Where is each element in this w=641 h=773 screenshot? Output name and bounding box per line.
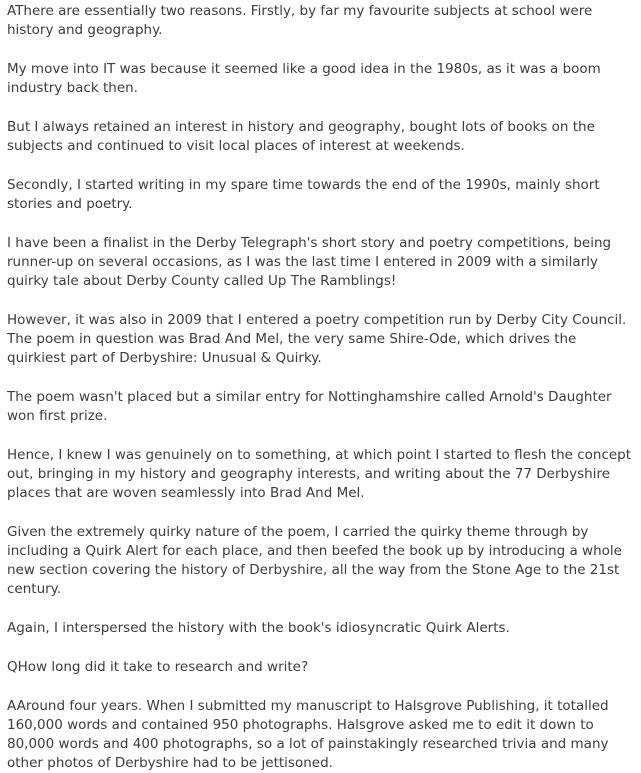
- paragraph-retained-interest: But I always retained an interest in history and geography, bought lots of books on the subjects and continued to visit local places of interest at weekends.: [7, 118, 595, 155]
- paragraph-concept: Hence, I knew I was genuinely on to something, at which point I started to flesh the concept out, bringing in my history and geography interests, and writing about the 77 Derbyshire places that are woven seamlessly into Brad And Mel.: [7, 446, 632, 502]
- paragraph-it-career: My move into IT was because it seemed like a good idea in the 1980s, as it was a boom industry back then.: [7, 60, 601, 97]
- paragraph-poetry-competition: However, it was also in 2009 that I entered a poetry competition run by Derby City Council. The poem in question was Brad And Mel, the very same Shire-Ode, which drives the quirkiest part of Derbyshire: Unusual & Quirky.: [7, 311, 627, 367]
- answer-paragraph-reasons: AThere are essentially two reasons. Firstly, by far my favourite subjects at school were history and geography.: [7, 3, 593, 39]
- paragraph-poem-not-placed: The poem wasn't placed but a similar entry for Nottinghamshire called Arnold's Daughter won first prize.: [7, 388, 612, 425]
- paragraph-telegraph-finalist: I have been a finalist in the Derby Telegraph's short story and poetry competitions, being runner-up on several occasions, as I was the last time I entered in 2009 with a similarly quirky tale about Derby County called Up The Ramblings!: [7, 234, 612, 290]
- paragraph-writing-start: Secondly, I started writing in my spare time towards the end of the 1990s, mainly short stories and poetry.: [7, 176, 600, 212]
- paragraph-quirk-alerts: Given the extremely quirky nature of the poem, I carried the quirky theme through by including a Quirk Alert for each place, and then beefed the book up by introducing a whole new section covering the history of Derbyshire, all the way from the Stone Age to the 21st century.: [7, 523, 622, 598]
- answer-paragraph-four-years: AAround four years. When I submitted my manuscript to Halsgrove Publishing, it totalled 160,000 words and contained 950 photographs. Halsgrove asked me to edit it down to 80,000 words and 400 photographs, so a lot of painstakingly researched trivia and many other photos of Derbyshire had to be jettisoned.: [7, 697, 609, 772]
- paragraph-interspersed-history: Again, I interspersed the history with the book's idiosyncratic Quirk Alerts.: [7, 620, 510, 637]
- question-paragraph-duration: QHow long did it take to research and write?: [7, 658, 309, 675]
